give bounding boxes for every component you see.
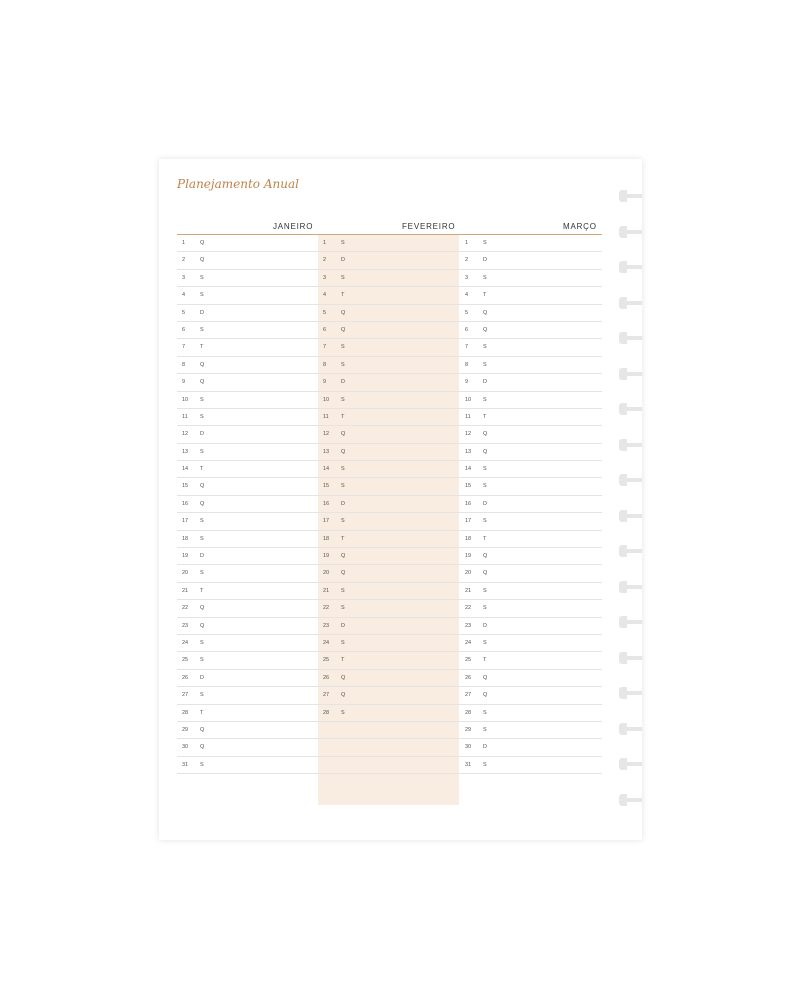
day-row[interactable] [460, 670, 602, 687]
day-row[interactable] [318, 339, 460, 356]
day-number: 16 [465, 500, 472, 507]
day-row[interactable] [177, 305, 319, 322]
day-row[interactable] [460, 252, 602, 269]
day-number: 21 [465, 587, 472, 594]
binder-tab [619, 719, 642, 739]
binder-tab [619, 399, 642, 419]
binder-tab [619, 577, 642, 597]
weekday-letter: S [483, 726, 487, 733]
day-number: 11 [323, 413, 329, 420]
day-number: 20 [323, 570, 330, 577]
day-number: 21 [182, 587, 189, 594]
day-row[interactable] [177, 670, 319, 687]
weekday-letter: D [200, 553, 204, 560]
weekday-letter: S [483, 518, 487, 525]
day-row[interactable] [177, 322, 319, 339]
day-number: 6 [182, 326, 186, 333]
day-number: 25 [465, 657, 472, 664]
day-number: 24 [182, 639, 189, 646]
day-row[interactable] [177, 270, 319, 287]
day-number: 24 [323, 639, 330, 646]
weekday-letter: S [200, 518, 204, 525]
weekday-letter: Q [341, 309, 346, 316]
weekday-letter: S [483, 361, 487, 368]
day-number: 26 [182, 674, 189, 681]
weekday-letter: D [200, 431, 204, 438]
day-row[interactable] [318, 287, 460, 304]
weekday-letter: S [200, 761, 204, 768]
day-row[interactable] [460, 409, 602, 426]
weekday-letter: S [200, 396, 204, 403]
binder-tab [619, 470, 642, 490]
day-row[interactable] [318, 461, 460, 478]
day-number: 9 [323, 379, 327, 386]
weekday-letter: Q [483, 692, 488, 699]
day-number: 1 [323, 240, 327, 246]
day-number: 1 [182, 240, 186, 246]
day-number: 31 [182, 761, 189, 768]
day-number: 28 [182, 709, 189, 716]
day-row[interactable] [318, 426, 460, 443]
weekday-letter: S [483, 344, 487, 351]
day-row[interactable] [177, 235, 319, 252]
day-number: 7 [323, 344, 327, 351]
day-row[interactable] [318, 687, 460, 704]
day-number: 27 [323, 692, 330, 699]
day-number: 22 [182, 605, 189, 612]
day-row[interactable] [177, 426, 319, 443]
weekday-letter: S [341, 483, 345, 490]
binder-tab [619, 257, 642, 277]
day-row[interactable] [460, 687, 602, 704]
weekday-letter: D [483, 500, 487, 507]
day-number: 17 [323, 518, 330, 525]
day-row[interactable] [318, 739, 460, 756]
weekday-letter: Q [341, 553, 346, 560]
day-row[interactable] [318, 565, 460, 582]
day-row[interactable] [460, 531, 602, 548]
weekday-letter: T [341, 413, 345, 420]
day-number: 14 [182, 466, 189, 473]
day-number: 25 [323, 657, 330, 664]
weekday-letter: Q [341, 570, 346, 577]
weekday-letter: S [200, 274, 204, 281]
day-row[interactable] [460, 305, 602, 322]
day-number: 18 [182, 535, 189, 542]
weekday-letter: S [200, 292, 204, 299]
day-row[interactable] [177, 287, 319, 304]
day-number: 9 [182, 379, 186, 386]
day-row[interactable] [318, 374, 460, 391]
day-number: 29 [465, 726, 472, 733]
weekday-letter: S [483, 396, 487, 403]
weekday-letter: S [341, 274, 345, 281]
weekday-letter: S [341, 466, 345, 473]
weekday-letter: Q [483, 553, 488, 560]
day-number: 22 [323, 605, 330, 612]
day-row[interactable] [177, 339, 319, 356]
day-number: 25 [182, 657, 189, 664]
weekday-letter: T [200, 344, 204, 351]
day-row[interactable] [177, 687, 319, 704]
day-number: 12 [323, 431, 330, 438]
day-row[interactable] [460, 513, 602, 530]
column-janeiro [177, 235, 319, 774]
weekday-letter: S [483, 240, 487, 246]
month-header-janeiro: JANEIRO [273, 222, 314, 231]
month-header-marco: MARÇO [563, 222, 597, 231]
weekday-letter: Q [200, 240, 205, 246]
day-row[interactable] [318, 305, 460, 322]
day-number: 3 [465, 274, 469, 281]
weekday-letter: T [483, 292, 487, 299]
day-row[interactable] [177, 478, 319, 495]
weekday-letter: D [483, 257, 487, 264]
day-row[interactable] [177, 252, 319, 269]
weekday-letter: D [483, 622, 487, 629]
day-number: 26 [465, 674, 472, 681]
day-number: 24 [465, 639, 472, 646]
day-row[interactable] [177, 444, 319, 461]
weekday-letter: Q [200, 379, 205, 386]
day-row[interactable] [460, 235, 602, 252]
weekday-letter: Q [200, 726, 205, 733]
binder-tab [619, 293, 642, 313]
day-row[interactable] [460, 739, 602, 756]
weekday-letter: T [483, 535, 487, 542]
weekday-letter: S [483, 605, 487, 612]
weekday-letter: Q [200, 605, 205, 612]
weekday-letter: S [200, 448, 204, 455]
day-number: 30 [182, 744, 189, 751]
day-row[interactable] [460, 287, 602, 304]
page-title: Planejamento Anual [177, 177, 299, 191]
weekday-letter: Q [200, 500, 205, 507]
binder-tab [619, 790, 642, 810]
day-number: 16 [323, 500, 330, 507]
weekday-letter: Q [341, 326, 346, 333]
weekday-letter: T [341, 535, 345, 542]
day-row[interactable] [177, 461, 319, 478]
column-marco [460, 235, 602, 774]
weekday-letter: S [483, 587, 487, 594]
day-row[interactable] [460, 322, 602, 339]
weekday-letter: S [200, 326, 204, 333]
day-number: 14 [465, 466, 472, 473]
weekday-letter: D [341, 379, 345, 386]
day-row[interactable] [318, 270, 460, 287]
binder-tab [619, 186, 642, 206]
day-row[interactable] [460, 618, 602, 635]
day-row[interactable] [460, 496, 602, 513]
day-number: 17 [465, 518, 472, 525]
day-row[interactable] [177, 531, 319, 548]
weekday-letter: S [200, 570, 204, 577]
weekday-letter: D [200, 309, 204, 316]
day-number: 6 [465, 326, 469, 333]
day-row[interactable] [318, 252, 460, 269]
weekday-letter: Q [483, 326, 488, 333]
weekday-letter: Q [200, 622, 205, 629]
weekday-letter: D [341, 500, 345, 507]
binder-tab [619, 612, 642, 632]
binder-tab [619, 506, 642, 526]
day-number: 19 [323, 553, 330, 560]
day-row[interactable] [318, 531, 460, 548]
weekday-letter: T [483, 657, 487, 664]
binder-tab [619, 222, 642, 242]
weekday-letter: Q [483, 674, 488, 681]
day-row[interactable] [460, 722, 602, 739]
weekday-letter: S [341, 361, 345, 368]
day-row[interactable] [318, 583, 460, 600]
weekday-letter: S [200, 692, 204, 699]
day-row[interactable] [460, 548, 602, 565]
day-row[interactable] [318, 392, 460, 409]
weekday-letter: Q [200, 257, 205, 264]
weekday-letter: D [200, 674, 204, 681]
day-number: 3 [182, 274, 186, 281]
day-row[interactable] [460, 565, 602, 582]
weekday-letter: Q [341, 431, 346, 438]
weekday-letter: S [341, 344, 345, 351]
day-row[interactable] [318, 618, 460, 635]
day-number: 2 [465, 257, 469, 264]
weekday-letter: S [200, 413, 204, 420]
day-number: 10 [182, 396, 189, 403]
day-number: 28 [323, 709, 330, 716]
day-number: 7 [182, 344, 186, 351]
day-number: 28 [465, 709, 472, 716]
day-number: 11 [465, 413, 471, 420]
weekday-letter: S [341, 396, 345, 403]
binder-tab [619, 683, 642, 703]
day-number: 10 [465, 396, 472, 403]
weekday-letter: Q [483, 570, 488, 577]
weekday-letter: Q [200, 361, 205, 368]
weekday-letter: Q [483, 448, 488, 455]
day-row[interactable] [177, 705, 319, 722]
day-number: 7 [465, 344, 469, 351]
day-row[interactable] [460, 600, 602, 617]
binder-tab [619, 435, 642, 455]
day-number: 23 [465, 622, 472, 629]
weekday-letter: Q [200, 744, 205, 751]
day-number: 12 [182, 431, 189, 438]
day-number: 21 [323, 587, 330, 594]
day-row[interactable] [318, 409, 460, 426]
day-row[interactable] [177, 757, 319, 774]
month-header-fevereiro: FEVEREIRO [402, 222, 456, 231]
day-row[interactable] [460, 757, 602, 774]
day-row[interactable] [177, 565, 319, 582]
day-row[interactable] [318, 322, 460, 339]
day-number: 4 [323, 292, 327, 299]
day-row[interactable] [460, 478, 602, 495]
weekday-letter: T [341, 657, 345, 664]
day-number: 15 [465, 483, 472, 490]
day-number: 19 [182, 553, 189, 560]
day-number: 1 [465, 240, 469, 246]
day-number: 8 [182, 361, 186, 368]
binder-tab [619, 364, 642, 384]
weekday-letter: D [341, 257, 345, 264]
weekday-letter: S [341, 709, 345, 716]
binder-tab [619, 541, 642, 561]
day-number: 29 [182, 726, 189, 733]
weekday-letter: S [200, 657, 204, 664]
weekday-letter: Q [200, 483, 205, 490]
weekday-letter: Q [483, 431, 488, 438]
day-row[interactable] [177, 496, 319, 513]
weekday-letter: S [483, 639, 487, 646]
weekday-letter: T [200, 587, 204, 594]
day-row[interactable] [177, 739, 319, 756]
day-row[interactable] [177, 513, 319, 530]
day-number: 18 [465, 535, 472, 542]
day-row[interactable] [460, 652, 602, 669]
day-number: 6 [323, 326, 327, 333]
day-row[interactable] [318, 722, 460, 739]
day-number: 12 [465, 431, 472, 438]
weekday-letter: S [341, 605, 345, 612]
weekday-letter: D [341, 622, 345, 629]
day-number: 13 [323, 448, 330, 455]
weekday-letter: S [483, 709, 487, 716]
weekday-letter: T [483, 413, 487, 420]
day-number: 23 [323, 622, 330, 629]
weekday-letter: T [200, 466, 204, 473]
day-number: 15 [182, 483, 189, 490]
day-row[interactable] [177, 652, 319, 669]
day-row[interactable] [460, 374, 602, 391]
day-row[interactable] [318, 635, 460, 652]
day-row[interactable] [177, 374, 319, 391]
day-number: 16 [182, 500, 189, 507]
day-row[interactable] [177, 409, 319, 426]
weekday-letter: T [200, 709, 204, 716]
day-row[interactable] [177, 722, 319, 739]
day-row[interactable] [460, 444, 602, 461]
day-row[interactable] [318, 496, 460, 513]
day-number: 3 [323, 274, 327, 281]
day-number: 18 [323, 535, 330, 542]
day-number: 11 [182, 413, 188, 420]
day-number: 2 [182, 257, 186, 264]
day-row[interactable] [318, 357, 460, 374]
day-number: 5 [182, 309, 186, 316]
day-number: 23 [182, 622, 189, 629]
day-number: 2 [323, 257, 327, 264]
day-row[interactable] [318, 513, 460, 530]
day-number: 8 [465, 361, 469, 368]
day-number: 8 [323, 361, 327, 368]
weekday-letter: S [341, 240, 345, 246]
weekday-letter: D [483, 744, 487, 751]
weekday-letter: S [483, 466, 487, 473]
day-row[interactable] [318, 235, 460, 252]
day-row[interactable] [460, 583, 602, 600]
binder-tab [619, 754, 642, 774]
day-row[interactable] [318, 705, 460, 722]
day-row[interactable] [318, 444, 460, 461]
day-row[interactable] [318, 670, 460, 687]
weekday-letter: D [483, 379, 487, 386]
day-row[interactable] [318, 652, 460, 669]
day-number: 20 [465, 570, 472, 577]
day-number: 9 [465, 379, 469, 386]
day-row[interactable] [460, 705, 602, 722]
day-row[interactable] [318, 757, 460, 774]
day-number: 20 [182, 570, 189, 577]
day-row[interactable] [177, 618, 319, 635]
day-number: 5 [465, 309, 469, 316]
day-row[interactable] [177, 392, 319, 409]
day-row[interactable] [177, 635, 319, 652]
day-row[interactable] [460, 339, 602, 356]
day-row[interactable] [460, 426, 602, 443]
column-fevereiro [318, 235, 460, 774]
weekday-letter: Q [341, 448, 346, 455]
weekday-letter: S [341, 587, 345, 594]
binder-tab [619, 328, 642, 348]
weekday-letter: Q [341, 674, 346, 681]
day-number: 27 [182, 692, 189, 699]
weekday-letter: T [341, 292, 345, 299]
day-row[interactable] [177, 548, 319, 565]
day-number: 27 [465, 692, 472, 699]
weekday-letter: S [200, 535, 204, 542]
day-number: 15 [323, 483, 330, 490]
weekday-letter: S [341, 518, 345, 525]
day-row[interactable] [318, 548, 460, 565]
weekday-letter: Q [341, 692, 346, 699]
day-number: 22 [465, 605, 472, 612]
day-row[interactable] [460, 357, 602, 374]
day-number: 26 [323, 674, 330, 681]
weekday-letter: S [483, 483, 487, 490]
day-number: 19 [465, 553, 472, 560]
weekday-letter: S [341, 639, 345, 646]
day-row[interactable] [460, 392, 602, 409]
day-number: 30 [465, 744, 472, 751]
day-number: 17 [182, 518, 189, 525]
day-number: 5 [323, 309, 327, 316]
day-number: 10 [323, 396, 330, 403]
day-number: 14 [323, 466, 330, 473]
day-row[interactable] [318, 600, 460, 617]
day-row[interactable] [460, 635, 602, 652]
planner-page [159, 159, 642, 840]
day-row[interactable] [177, 600, 319, 617]
day-row[interactable] [460, 270, 602, 287]
weekday-letter: S [483, 274, 487, 281]
day-number: 4 [465, 292, 469, 299]
day-number: 13 [465, 448, 472, 455]
day-number: 31 [465, 761, 472, 768]
day-row[interactable] [318, 478, 460, 495]
weekday-letter: S [200, 639, 204, 646]
day-number: 13 [182, 448, 189, 455]
weekday-letter: Q [483, 309, 488, 316]
day-row[interactable] [177, 357, 319, 374]
binder-tab [619, 648, 642, 668]
day-number: 4 [182, 292, 186, 299]
day-row[interactable] [177, 583, 319, 600]
day-row[interactable] [460, 461, 602, 478]
weekday-letter: S [483, 761, 487, 768]
